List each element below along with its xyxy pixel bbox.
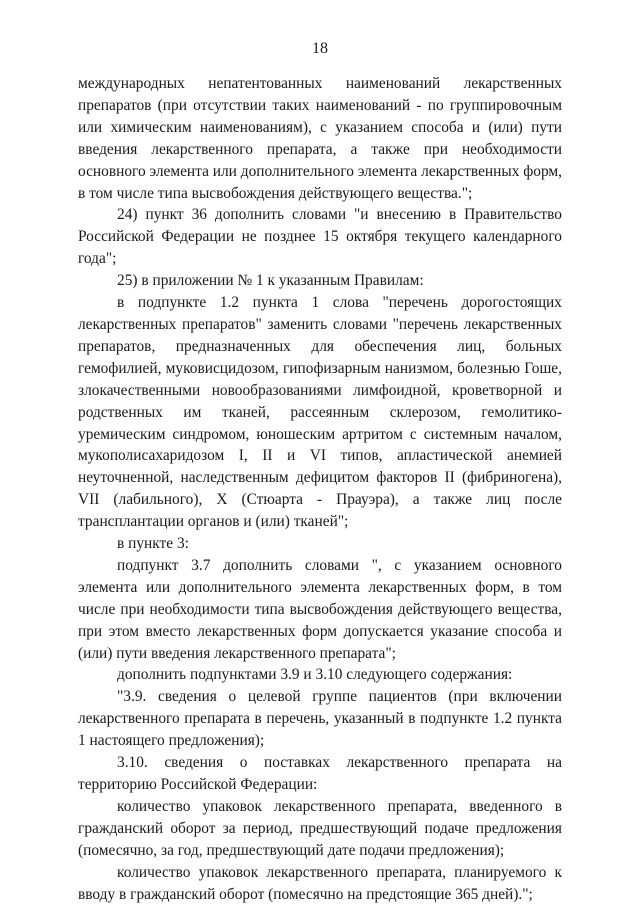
paragraph-continuation: международных непатентованных наименований лекарственных препаратов (при отсутствии таких наименований - по группировочным или химическим наименованиям), с указанием способа и (или) пути введения лекарственного препарата, а также при необходимости основного элемента или дополнительного элемента лекарственных форм, в том числе типа высвобождения действующего вещества."; <box>78 75 562 202</box>
paragraph-subitem-3-10: 3.10. сведения о поставках лекарственного препарата на территорию Российской Федерации: <box>78 754 562 793</box>
paragraph-point-3: в пункте 3: <box>117 535 189 553</box>
paragraph-packages-introduced: количество упаковок лекарственного препарата, введенного в гражданский оборот за период, предшествующий подаче предложения (помесячно, за год, предшествующий дате подачи предложения); <box>78 797 562 859</box>
document-body <box>78 73 562 905</box>
paragraph-subitem-1-2: в подпункте 1.2 пункта 1 слова "перечень дорогостоящих лекарственных препаратов" заменить словами "перечень лекарственных препаратов, предназначенных для обеспечения лиц, больных гемофилией, муковисцидозом, гипофизарным нанизмом, болезнью Гоше, злокачественными новообразованиями лимфоидной, кроветворной и родственных им тканей, рассеянным склерозом, гемолитико-уремическим синдромом, юношеским артритом с системным началом, мукополисахаридозом I, II и VI типов, апластической анемией неуточненной, наследственным дефицитом факторов II (фибриногена), VII (лабильного), X (Стюарта - Прауэра), а также лиц после трансплантации органов и (или) тканей"; <box>78 294 562 531</box>
paragraph-packages-planned: количество упаковок лекарственного препарата, планируемого к вводу в гражданский оборот (помесячно на предстоящие 365 дней)."; <box>78 863 562 903</box>
page-number: 18 <box>312 40 328 57</box>
paragraph-add-subitems: дополнить подпунктами 3.9 и 3.10 следующего содержания: <box>117 666 513 684</box>
paragraph-subitem-3-7: подпункт 3.7 дополнить словами ", с указанием основного элемента или дополнительного элемента лекарственных форм, в том числе при необходимости типа высвобождения действующего вещества, при этом вместо лекарственных форм допускается указание способа и (или) пути введения лекарственного препарата"; <box>78 556 562 662</box>
paragraph-item-24: 24) пункт 36 дополнить словами "и внесению в Правительство Российской Федерации не позднее 15 октября текущего календарного года"; <box>78 206 562 268</box>
paragraph-subitem-3-9: "3.9. сведения о целевой группе пациентов (при включении лекарственного препарата в перечень, указанный в подпункте 1.2 пункта 1 настоящего предложения); <box>78 688 562 750</box>
paragraph-item-25: 25) в приложении № 1 к указанным Правилам: <box>117 272 424 290</box>
